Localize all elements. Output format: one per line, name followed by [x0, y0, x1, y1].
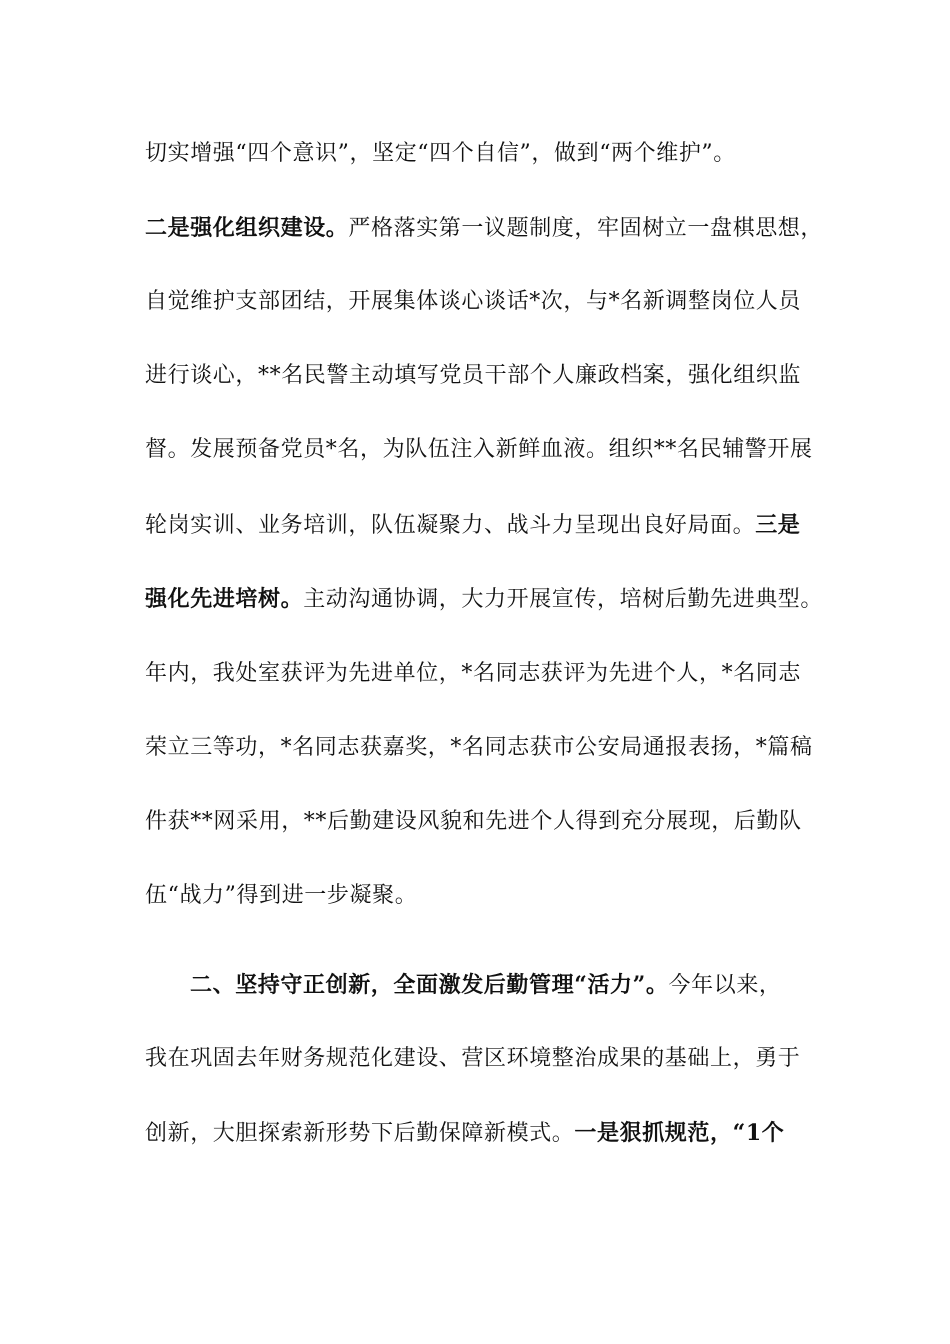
text-line-11 — [145, 876, 805, 916]
text-segment: 督。发展预备党员*名，为队伍注入新鲜血液。组织**名民辅警开展 — [145, 437, 813, 462]
text-segment: 严格落实第一议题制度，牢固树立一盘棋思想， — [348, 216, 824, 241]
text-line-5 — [145, 430, 813, 470]
bold-heading-segment: 三是 — [755, 512, 801, 538]
text-segment: 自觉维护支部团结，开展集体谈心谈话*次，与*名新调整岗位人员 — [145, 289, 802, 314]
text-line-6 — [145, 505, 805, 545]
text-segment: 切实增强“四个意识”，坚定“四个自信”，做到“两个维护”。 — [145, 141, 736, 166]
text-segment: 年内，我处室获评为先进单位，*名同志获评为先进个人，*名同志 — [145, 661, 802, 686]
text-segment: 进行谈心，**名民警主动填写党员干部个人廉政档案，强化组织监 — [145, 363, 802, 388]
bold-heading-segment: 强化先进培树。 — [145, 586, 304, 612]
text-line-1 — [145, 134, 805, 174]
text-segment: 件获**网采用，**后勤建设风貌和先进个人得到充分展现，后勤队 — [145, 809, 802, 834]
text-line-3 — [145, 282, 805, 322]
text-line-7 — [145, 579, 824, 619]
text-line-10 — [145, 802, 805, 842]
text-segment: 今年以来， — [668, 973, 782, 998]
text-segment: 我在巩固去年财务规范化建设、营区环境整治成果的基础上，勇于 — [145, 1046, 801, 1071]
text-segment: 轮岗实训、业务培训，队伍凝聚力、战斗力呈现出良好局面。 — [145, 513, 756, 538]
bold-heading-segment: 二、坚持守正创新，全面激发后勤管理“活力”。 — [190, 972, 669, 998]
text-line-2 — [145, 208, 824, 248]
bold-heading-segment: 二是强化组织建设。 — [145, 215, 349, 241]
text-segment: 伍“战力”得到进一步凝聚。 — [145, 883, 418, 908]
text-line-4 — [145, 356, 805, 396]
text-segment: 创新，大胆探索新形势下后勤保障新模式。 — [145, 1121, 575, 1146]
text-segment: 荣立三等功，*名同志获嘉奖，*名同志获市公安局通报表扬，*篇稿 — [145, 735, 813, 760]
text-line-9 — [145, 728, 813, 768]
text-segment: 主动沟通协调，大力开展宣传，培树后勤先进典型。 — [303, 587, 824, 612]
text-line-12 — [190, 965, 805, 1005]
bold-heading-segment: 一是狠抓规范，“1个 — [574, 1120, 785, 1146]
text-line-8 — [145, 654, 805, 694]
text-line-13 — [145, 1039, 805, 1079]
text-line-14 — [145, 1113, 805, 1153]
